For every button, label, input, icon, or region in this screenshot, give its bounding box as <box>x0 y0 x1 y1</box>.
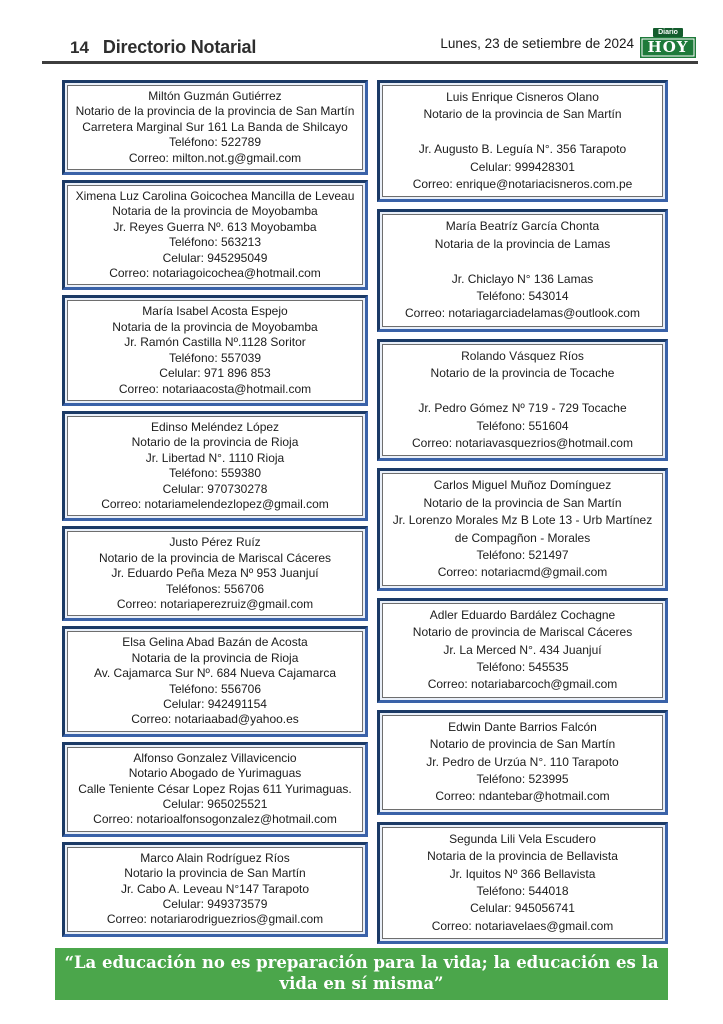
notary-card <box>377 339 668 461</box>
notary-line: Celular: 965025521 <box>162 797 268 812</box>
notary-line: Correo: ndantebar@hotmail.com <box>435 789 610 804</box>
notary-line: Correo: notariacmd@gmail.com <box>437 565 608 580</box>
left-column <box>62 80 368 951</box>
notary-line: Jr. Iquitos Nº 366 Bellavista <box>449 866 596 881</box>
right-column <box>377 80 668 951</box>
notary-line: Jr. Ramón Castilla Nº.1128 Soritor <box>124 335 306 350</box>
notary-line: Jr. Reyes Guerra Nº. 613 Moyobamba <box>113 219 317 234</box>
quote-line-1: “La educación no es preparación para la vida; la educación es la <box>64 953 659 972</box>
notary-line: Celular: 949373579 <box>162 897 268 912</box>
notary-line: Correo: notariagoicochea@hotmail.com <box>109 266 321 281</box>
notary-card <box>62 842 368 937</box>
notary-line: Celular: 970730278 <box>162 481 268 496</box>
notary-name: Miltón Guzmán Gutiérrez <box>148 89 282 103</box>
notary-name: Luis Enrique Cisneros Olano <box>446 90 599 104</box>
notary-name: María Beatríz García Chonta <box>445 219 600 234</box>
notary-card-inner <box>67 531 363 616</box>
notary-line: Jr. Pedro Gómez Nº 719 - 729 Tocache <box>418 401 627 416</box>
logo-main-label: HOY <box>640 37 696 58</box>
notary-card-inner <box>67 416 363 516</box>
notary-line: Teléfono: 559380 <box>168 466 262 481</box>
notary-name: Alfonso Gonzalez Villavicencio <box>133 750 297 765</box>
notary-card <box>377 710 668 815</box>
notary-line: Notario de la provincia de la provincia de San Martín <box>75 104 355 119</box>
header-rule <box>42 61 698 64</box>
notary-line: Notario la provincia de San Martín <box>124 866 306 881</box>
notary-line: Jr. La Merced N°. 434 Juanjuí <box>443 642 602 657</box>
notary-line: Teléfono: 521497 <box>476 547 569 562</box>
notary-line: Correo: notariavelaes@gmail.com <box>431 918 614 933</box>
notary-line: Correo: notariamelendezlopez@gmail.com <box>101 496 329 511</box>
notary-card <box>377 209 668 331</box>
notary-line: Notaria de la provincia de Moyobamba <box>112 204 318 219</box>
notary-line: Notario de provincia de San Martín <box>429 737 616 752</box>
notary-card-inner <box>382 344 663 456</box>
notary-line: Notario de provincia de Mariscal Cáceres <box>412 625 633 640</box>
header-left <box>70 37 256 58</box>
notary-line: Jr. Augusto B. Leguía N°. 356 Tarapoto <box>418 142 627 157</box>
notary-card <box>62 626 368 736</box>
notary-card-inner <box>382 603 663 698</box>
notary-line <box>385 383 660 400</box>
notary-line <box>385 253 660 270</box>
notary-line: Teléfono: 563213 <box>168 235 262 250</box>
notary-line: Jr. Eduardo Peña Meza Nº 953 Juanjuí <box>111 566 319 581</box>
notary-line: Notaria de la provincia de Bellavista <box>427 849 618 864</box>
quote-line-2: vida en sí misma” <box>279 974 444 993</box>
page-title: Directorio Notarial <box>102 37 257 57</box>
notary-line: Notaria de la provincia de Rioja <box>131 650 299 665</box>
notary-line: Notario de la provincia de San Martín <box>423 107 622 122</box>
notary-line: Jr. Pedro de Urzúa N°. 110 Tarapoto <box>426 754 619 769</box>
notary-card <box>62 742 368 837</box>
notary-name: María Isabel Acosta Espejo <box>142 304 288 319</box>
notary-line: Teléfono: 545535 <box>476 659 569 674</box>
issue-date: Lunes, 23 de setiembre de 2024 <box>440 35 634 51</box>
notary-line: Notario de la provincia de Mariscal Cáceres <box>98 550 332 565</box>
page-header <box>42 28 698 58</box>
notary-card-inner <box>382 214 663 326</box>
notary-name: Rolando Vásquez Ríos <box>461 348 584 363</box>
notary-card-inner <box>67 85 363 170</box>
notary-line: Jr. Lorenzo Morales Mz B Lote 13 - Urb Martínez <box>392 513 653 528</box>
notary-name: Justo Pérez Ruíz <box>169 535 261 550</box>
notary-line: Notario de la provincia de San Martín <box>423 495 622 510</box>
notary-name: Carlos Miguel Muñoz Domínguez <box>433 478 612 493</box>
logo-small-label: Diario <box>653 28 683 37</box>
notary-card-inner <box>67 185 363 285</box>
notary-card <box>62 80 368 175</box>
notary-line: Correo: notariavasquezrios@hotmail.com <box>412 435 633 450</box>
notary-line: Notario de la provincia de Rioja <box>131 435 299 450</box>
notary-line: Correo: notariabarcoch@gmail.com <box>427 677 618 692</box>
notary-line: Correo: notariarodriguezrios@gmail.com <box>106 912 324 927</box>
notary-line: Jr. Libertad N°. 1110 Rioja <box>145 450 285 465</box>
notary-card-inner <box>67 300 363 400</box>
notary-card-inner <box>382 715 663 810</box>
notary-line: Celular: 971 896 853 <box>159 366 271 381</box>
notary-line: Notaria de la provincia de Lamas <box>434 236 611 251</box>
notary-card-inner <box>382 85 663 197</box>
notary-line: Correo: milton.not.g@gmail.com <box>128 150 302 165</box>
notary-name: Edwin Dante Barrios Falcón <box>448 719 597 734</box>
directory-columns <box>62 80 668 951</box>
notary-line: Notaria de la provincia de Moyobamba <box>112 319 318 334</box>
notary-line: Teléfonos: 556706 <box>165 581 265 596</box>
notary-line: Notario Abogado de Yurimaguas <box>128 766 302 781</box>
notary-line: Teléfono: 543014 <box>476 289 569 304</box>
notary-line: Correo: notariaacosta@hotmail.com <box>118 381 312 396</box>
notary-line: Celular: 942491154 <box>163 697 267 711</box>
notary-line: Correo: notariaabad@yahoo.es <box>131 712 299 727</box>
notary-card <box>377 468 668 590</box>
notary-card-inner <box>382 473 663 585</box>
notary-name: Edinso Meléndez López <box>150 419 280 434</box>
notary-card-inner <box>67 747 363 832</box>
notary-card-inner <box>382 827 663 939</box>
notary-line: Jr. Chiclayo N° 136 Lamas <box>451 271 594 286</box>
notary-card <box>377 598 668 703</box>
quote-banner <box>55 948 668 1000</box>
notary-name: Ximena Luz Carolina Goicochea Mancilla de Leveau <box>75 189 355 204</box>
notary-card <box>377 822 668 944</box>
notary-line: Teléfono: 523995 <box>476 772 569 786</box>
notary-line: de Compagñon - Morales <box>454 530 591 545</box>
diario-hoy-logo <box>640 28 696 58</box>
notary-line: Celular: 945056741 <box>470 901 575 916</box>
notary-line: Celular: 945295049 <box>162 250 268 265</box>
notary-line: Jr. Cabo A. Leveau N°147 Tarapoto <box>120 881 310 896</box>
notary-line: Carretera Marginal Sur 161 La Banda de Shilcayo <box>82 119 348 134</box>
notary-name: Elsa Gelina Abad Bazán de Acosta <box>122 635 308 650</box>
notary-line: Teléfono: 556706 <box>168 681 262 696</box>
notary-line: Notario de la provincia de Tocache <box>430 366 615 381</box>
notary-line: Correo: notariaperezruiz@gmail.com <box>116 596 314 611</box>
notary-name: Segunda Lili Vela Escudero <box>449 831 596 846</box>
notary-line: Av. Cajamarca Sur Nº. 684 Nueva Cajamarca <box>93 666 337 681</box>
notary-name: Adler Eduardo Bardález Cochagne <box>429 607 616 622</box>
notary-card <box>62 411 368 521</box>
notary-card <box>62 526 368 621</box>
notary-line: Correo: notariagarciadelamas@outlook.com <box>405 306 640 321</box>
notary-line <box>385 124 660 141</box>
notary-line: Celular: 999428301 <box>470 159 575 174</box>
notary-line: Teléfono: 544018 <box>476 884 569 899</box>
notary-line: Teléfono: 551604 <box>476 418 569 433</box>
notary-line: Teléfono: 557039 <box>168 350 262 365</box>
page-number: 14 <box>70 38 89 57</box>
notary-card <box>62 295 368 405</box>
notary-card <box>377 80 668 202</box>
notary-card-inner <box>67 631 363 731</box>
notary-line: Correo: enrique@notariacisneros.com.pe <box>412 177 633 192</box>
notary-card-inner <box>67 847 363 932</box>
notary-card <box>62 180 368 290</box>
notary-name: Marco Alain Rodríguez Ríos <box>140 850 290 865</box>
header-right <box>440 28 696 58</box>
notary-line: Correo: notarioalfonsogonzalez@hotmail.com <box>93 812 337 827</box>
notary-line: Teléfono: 522789 <box>168 135 262 150</box>
notary-line: Calle Teniente César Lopez Rojas 611 Yurimaguas. <box>78 781 352 796</box>
